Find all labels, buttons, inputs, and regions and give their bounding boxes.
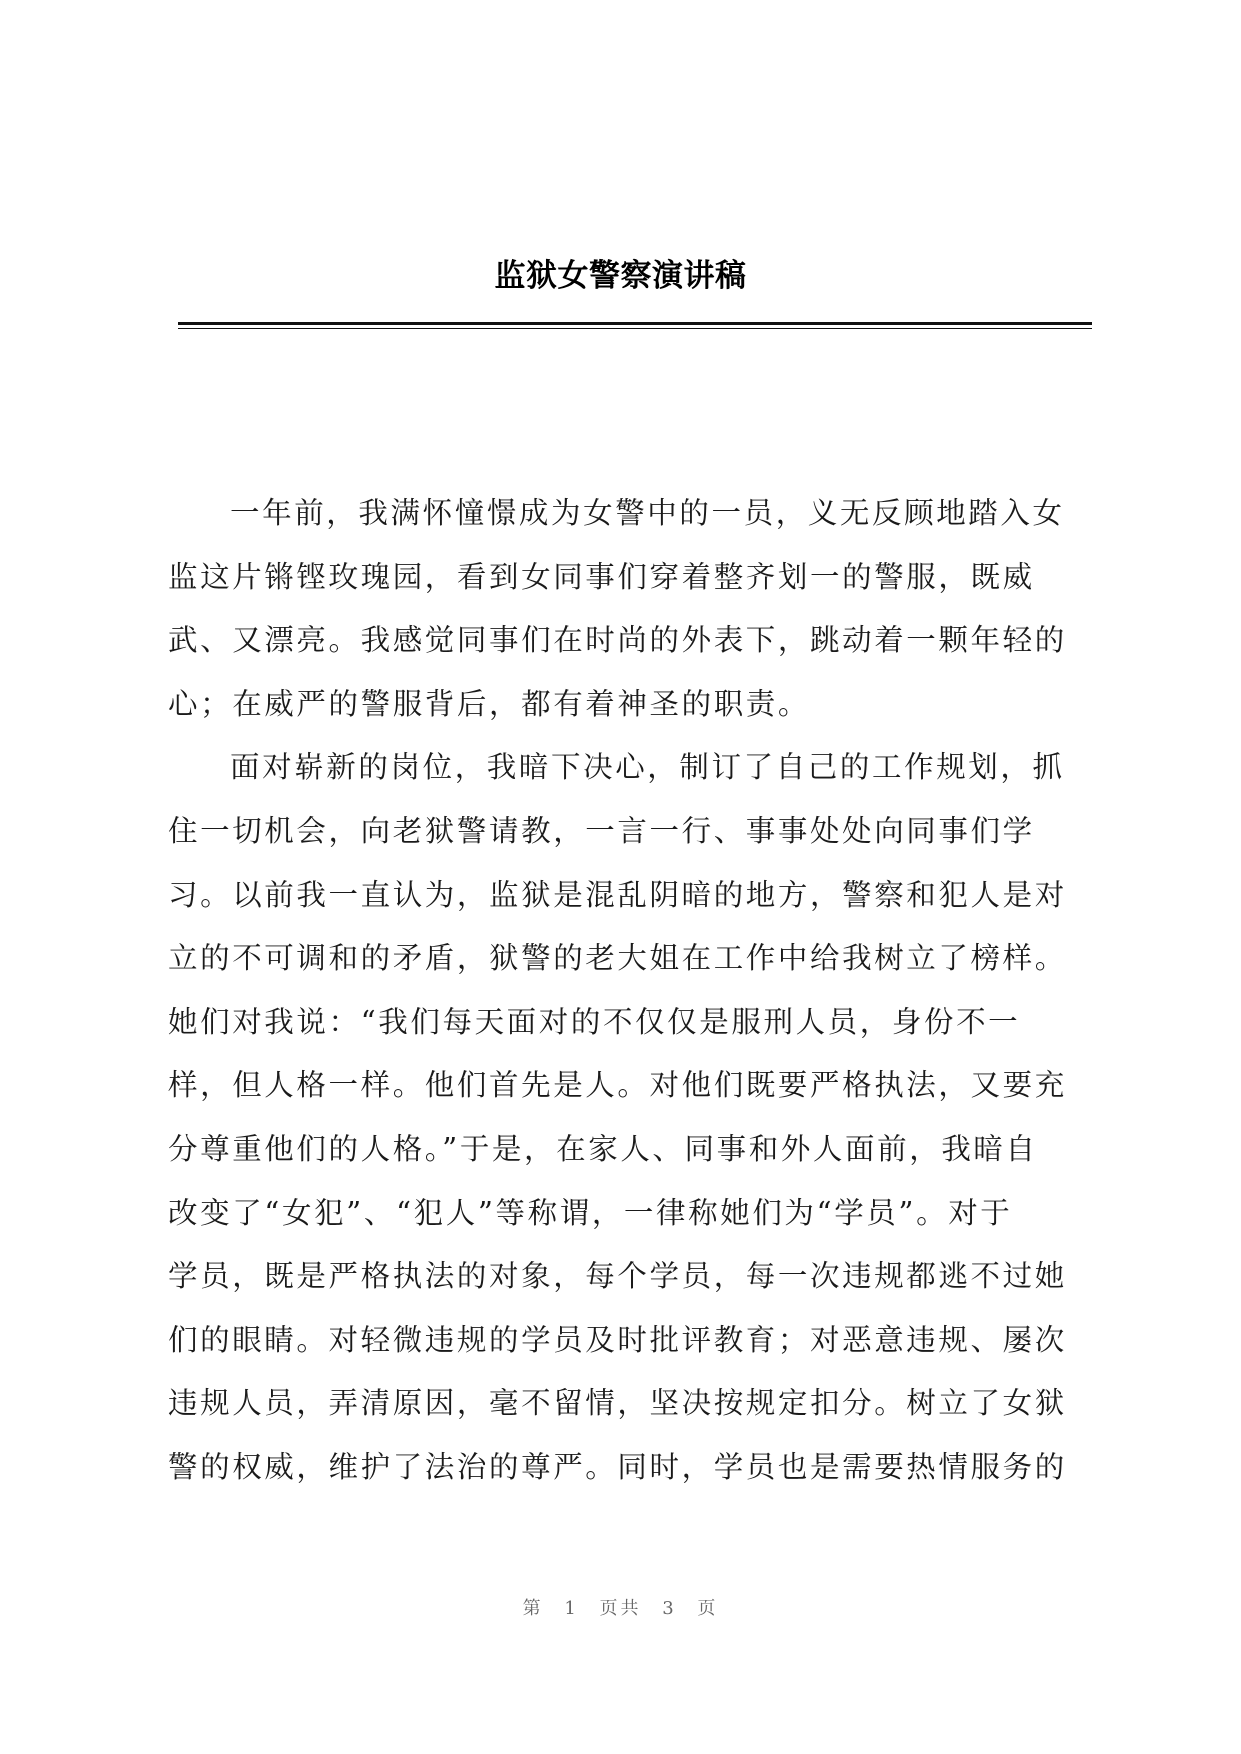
body-line: 武、又漂亮。我感觉同事们在时尚的外表下，跳动着一颗年轻的 — [168, 623, 1067, 658]
body-line: 一年前，我满怀憧憬成为女警中的一员，义无反顾地踏入女 — [230, 496, 1065, 530]
body-line: 学员，既是严格执法的对象，每个学员，每一次违规都逃不过她 — [168, 1259, 1067, 1294]
page-footer: 第 1 页共 3 页 — [522, 1598, 719, 1619]
body-line: 警的权威，维护了法治的尊严。同时，学员也是需要热情服务的 — [168, 1449, 1067, 1484]
body-line: 监这片锵铿玫瑰园，看到女同事们穿着整齐划一的警服，既威 — [168, 559, 1035, 594]
body-line: 住一切机会，向老狱警请教，一言一行、事事处处向同事们学 — [168, 813, 1035, 848]
body-line: 她们对我说：“我们每天面对的不仅仅是服刑人员，身份不一 — [168, 1004, 1021, 1039]
title-rule-thin — [178, 328, 1092, 329]
body-line: 们的眼睛。对轻微违规的学员及时批评教育；对恶意违规、屡次 — [168, 1322, 1067, 1357]
body-line: 立的不可调和的矛盾，狱警的老大姐在工作中给我树立了榜样。 — [168, 941, 1067, 976]
document-body — [168, 482, 1090, 1500]
body-line: 样，但人格一样。他们首先是人。对他们既要严格执法，又要充 — [168, 1068, 1067, 1103]
body-line: 违规人员，弄清原因，毫不留情，坚决按规定扣分。树立了女狱 — [168, 1386, 1067, 1421]
document-title: 监狱女警察演讲稿 — [494, 258, 747, 294]
body-line: 改变了“女犯”、“犯人”等称谓，一律称她们为“学员”。对于 — [168, 1195, 1013, 1230]
title-rule-thick — [178, 322, 1092, 325]
body-line: 面对崭新的岗位，我暗下决心，制订了自己的工作规划，抓 — [230, 750, 1065, 785]
body-line: 心；在威严的警服背后，都有着神圣的职责。 — [168, 686, 811, 721]
body-line: 分尊重他们的人格。”于是，在家人、同事和外人面前，我暗自 — [168, 1131, 1038, 1166]
body-line: 习。以前我一直认为，监狱是混乱阴暗的地方，警察和犯人是对 — [168, 877, 1067, 912]
